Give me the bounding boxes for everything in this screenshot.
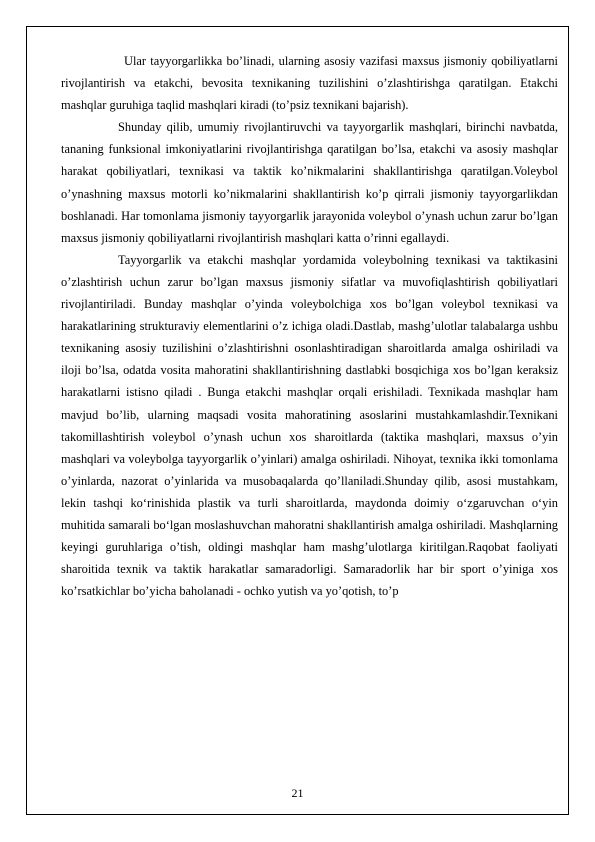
paragraph-2: Shunday qilib, umumiy rivojlantiruvchi va tayyorgarlik mashqlari, birinchi navbatda, tananing funksional imkoniyatlarini rivojlantirishga qaratilgan bo’lsa, etakchi va asosiy mashqlar harakat qobiliyatlari, texnikasi va taktik ko’nikmalarini shakllantirishga qaratilgan.Voleybol o’ynashning maxsus motorli ko’nikmalarini shakllantirish ko’p qirrali jismoniy tayyorgarlikdan boshlanadi. Har tomonlama jismoniy tayyorgarlik jarayonida voleybol o’ynash uchun zarur bo’lgan maxsus jismoniy qobiliyatlarni rivojlantirish mashqlari katta o’rinni egallaydi. bbox=[61, 120, 558, 245]
paragraph-1: Ular tayyorgarlikka bo’linadi, ularning asosiy vazifasi maxsus jismoniy qobiliyatlarni rivojlantirish va etakchi, bevosita texnikaning tuzilishini o’zlashtirishga qaratilgan. Etakchi mashqlar guruhiga taqlid mashqlari kiradi (to’psiz texnikani bajarish). bbox=[61, 54, 558, 113]
body-text bbox=[61, 50, 558, 602]
paragraph-3: Tayyorgarlik va etakchi mashqlar yordamida voleybolning texnikasi va taktikasini o’zlashtirish uchun zarur bo’lgan maxsus jismoniy sifatlar va muvofiqlashtirish qobiliyatlari rivojlantiriladi. Bunday mashqlar o’yinda voleybolchiga xos bo’lgan voleybol texnikasi va harakatlarining strukturaviy elementlarini o’z ichiga oladi.Dastlab, mashg’ulotlar talabalarga ushbu texnikaning asosiy tuzilishini o’zlashtirishni osonlashtiradigan sharoitlarda amalga oshiriladi va iloji bo’lsa, odatda vosita mahoratini shakllantirishning dastlabki bosqichiga xos bo’lgan keraksiz harakatlarni istisno qiladi . Bunga etakchi mashqlar orqali erishiladi. Texnikada mashqlar ham mavjud bo’lib, ularning maqsadi vosita mahoratining asoslarini mustahkamlashdir.Texnikani takomillashtirish voleybol o’ynash uchun xos sharoitlarda (taktika mashqlari, maxsus o’yin mashqlari va voleybolga tayyorgarlik o’yinlari) amalga oshiriladi. Nihoyat, texnika ikki tomonlama o’yinlarda, nazorat o’yinlarida va musobaqalarda qo’llaniladi.Shunday qilib, asosi mustahkam, lekin tashqi ko‘rinishida plastik va turli sharoitlarda, maydonda doimiy o‘zgaruvchan o‘yin muhitida samarali bo‘lgan moslashuvchan mahoratni shakllantirish amalga oshiriladi. Mashqlarning keyingi guruhlariga o’tish, oldingi mashqlar ham mashg’ulotlarga kiritilgan.Raqobat faoliyati sharoitida texnik va taktik harakatlar samaradorligi. Samaradorlik har bir sport o’yiniga xos ko’rsatkichlar bo’yicha baholanadi - ochko yutish va yo’qotish, to’p bbox=[61, 252, 558, 599]
page-number: 21 bbox=[291, 786, 304, 800]
